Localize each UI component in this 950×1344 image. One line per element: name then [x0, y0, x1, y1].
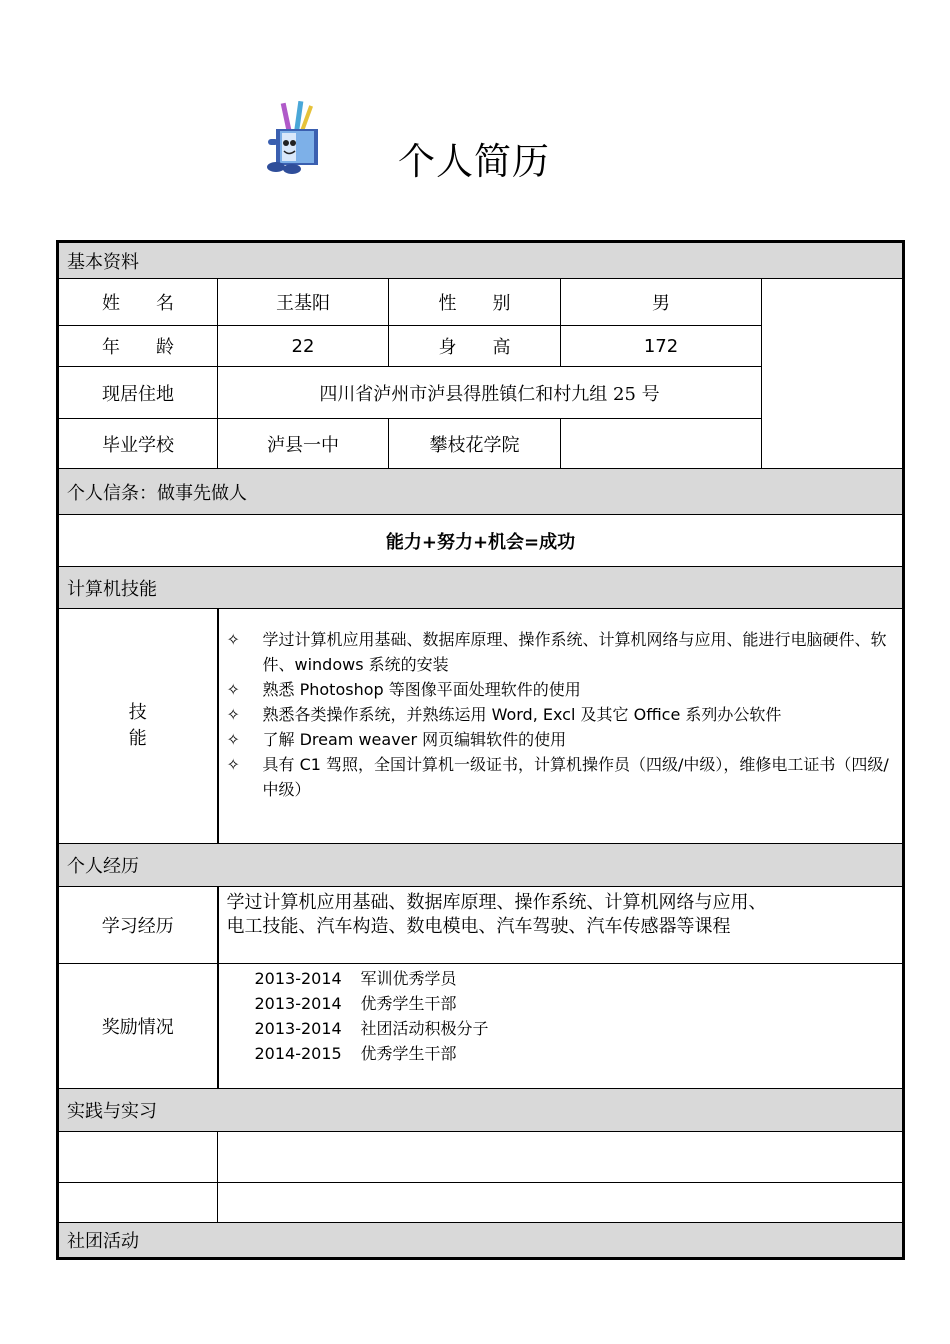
study-label: 学习经历 [58, 887, 218, 964]
section-motto: 个人信条：做事先做人 [58, 469, 904, 515]
skills-label-line2: 能 [128, 728, 147, 749]
practice-row-1-label [58, 1132, 218, 1183]
skills-label [58, 609, 218, 844]
awards-list [219, 966, 903, 1066]
section-basic-info: 基本资料 [58, 242, 904, 279]
school-label: 毕业学校 [58, 419, 218, 469]
skill-item: ✧ 熟悉各类操作系统，并熟练运用 Word, Excl 及其它 Office 系列办公软件 [227, 702, 897, 727]
resume-table [56, 240, 905, 1260]
school-value-3 [561, 419, 762, 469]
section-club: 社团活动 [58, 1223, 904, 1259]
age-value: 22 [218, 326, 389, 367]
awards-content [218, 964, 904, 1089]
award-item: 2013-2014 优秀学生干部 [254, 994, 457, 1013]
diamond-bullet-icon: ✧ [226, 755, 240, 774]
skill-item: ✧ 具有 C1 驾照，全国计算机一级证书，计算机操作员（四级/中级），维修电工证书（四级/中级） [227, 752, 897, 802]
study-content [218, 887, 904, 964]
study-line-2: 电工技能、汽车构造、数电模电、汽车驾驶、汽车传感器等课程 [226, 916, 731, 937]
diamond-bullet-icon: ✧ [226, 705, 240, 724]
height-value: 172 [561, 326, 762, 367]
awards-label: 奖励情况 [58, 964, 218, 1089]
skill-item: ✧ 了解 Dream weaver 网页编辑软件的使用 [227, 727, 897, 752]
address-value: 四川省泸州市泸县得胜镇仁和村九组 25 号 [218, 367, 762, 419]
height-label: 身 高 [389, 326, 561, 367]
school-value-2: 攀枝花学院 [389, 419, 561, 469]
school-value-1: 泸县一中 [218, 419, 389, 469]
award-item: 2013-2014 军训优秀学员 [254, 969, 457, 988]
study-line-1: 学过计算机应用基础、数据库原理、操作系统、计算机网络与应用、 [226, 892, 767, 913]
page-header [0, 95, 950, 185]
age-label: 年 龄 [58, 326, 218, 367]
award-item: 2014-2015 优秀学生干部 [254, 1044, 457, 1063]
skills-list-cell [218, 609, 904, 844]
name-value: 王基阳 [218, 279, 389, 326]
book-with-pens-icon [262, 101, 326, 175]
diamond-bullet-icon: ✧ [226, 730, 240, 749]
motto-text: 能力+努力+机会=成功 [58, 515, 904, 567]
skill-item: ✧ 学过计算机应用基础、数据库原理、操作系统、计算机网络与应用、能进行电脑硬件、软件、windows 系统的安装 [227, 627, 897, 677]
diamond-bullet-icon: ✧ [226, 630, 240, 649]
name-label: 姓 名 [58, 279, 218, 326]
gender-label: 性 别 [389, 279, 561, 326]
gender-value: 男 [561, 279, 762, 326]
page-title: 个人简历 [398, 140, 550, 183]
award-item: 2013-2014 社团活动积极分子 [254, 1019, 489, 1038]
skills-list [219, 609, 903, 802]
section-practice: 实践与实习 [58, 1089, 904, 1132]
address-label: 现居住地 [58, 367, 218, 419]
section-computer-skills: 计算机技能 [58, 567, 904, 609]
skills-label-line1: 技 [128, 702, 147, 723]
practice-row-2-content [218, 1183, 904, 1223]
practice-row-1-content [218, 1132, 904, 1183]
skill-item: ✧ 熟悉 Photoshop 等图像平面处理软件的使用 [227, 677, 897, 702]
photo-box [762, 279, 904, 469]
section-experience: 个人经历 [58, 844, 904, 887]
practice-row-2-label [58, 1183, 218, 1223]
diamond-bullet-icon: ✧ [226, 680, 240, 699]
